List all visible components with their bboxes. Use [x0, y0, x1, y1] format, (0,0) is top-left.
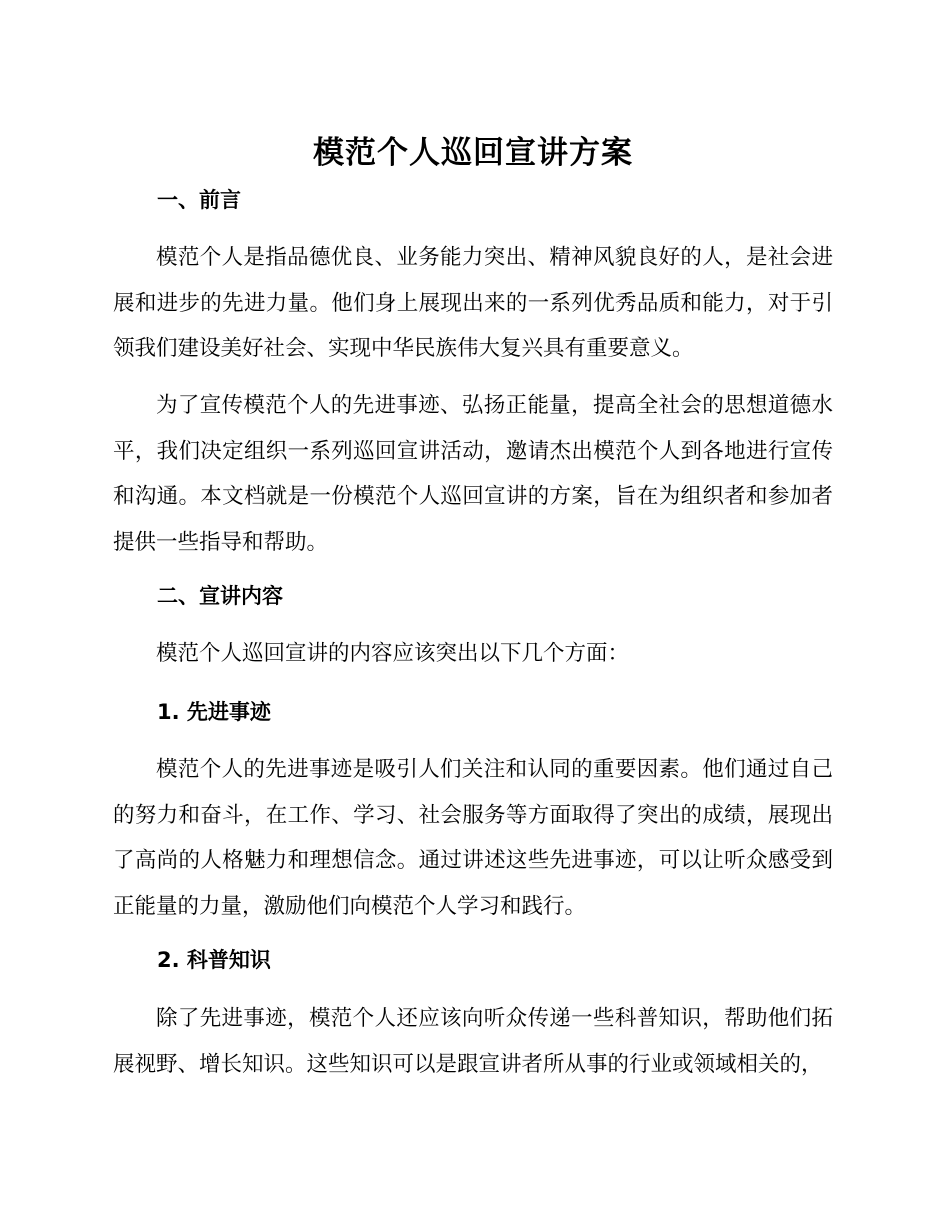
- content-intro-paragraph: 模范个人巡回宣讲的内容应该突出以下几个方面：: [156, 641, 630, 666]
- achievements-paragraph: 模范个人的先进事迹是吸引人们关注和认同的重要因素。他们通过自己的努力和奋斗，在工作、学习、社会服务等方面取得了突出的成绩，展现出了高尚的人格魅力和理想信念。通过讲述这些先进事迹，可以让听众感受到正能量的力量，激励他们向模范个人学习和践行。: [113, 757, 833, 919]
- preface-paragraph-2: 为了宣传模范个人的先进事迹、弘扬正能量，提高全社会的思想道德水平，我们决定组织一系列巡回宣讲活动，邀请杰出模范个人到各地进行宣传和沟通。本文档就是一份模范个人巡回宣讲的方案，旨在为组织者和参加者提供一些指导和帮助。: [113, 393, 833, 555]
- subsection-heading-science: 2. 科普知识: [157, 948, 271, 972]
- section-heading-content: 二、宣讲内容: [157, 584, 283, 608]
- document-title: 模范个人巡回宣讲方案: [313, 135, 633, 171]
- subsection-heading-achievements: 1. 先进事迹: [157, 700, 271, 724]
- science-paragraph: 除了先进事迹，模范个人还应该向听众传递一些科普知识，帮助他们拓展视野、增长知识。这些知识可以是跟宣讲者所从事的行业或领域相关的，: [113, 1006, 833, 1077]
- section-heading-preface: 一、前言: [157, 188, 241, 212]
- preface-paragraph-1: 模范个人是指品德优良、业务能力突出、精神风貌良好的人，是社会进展和进步的先进力量。他们身上展现出来的一系列优秀品质和能力，对于引领我们建设美好社会、实现中华民族伟大复兴具有重要意义。: [113, 245, 833, 361]
